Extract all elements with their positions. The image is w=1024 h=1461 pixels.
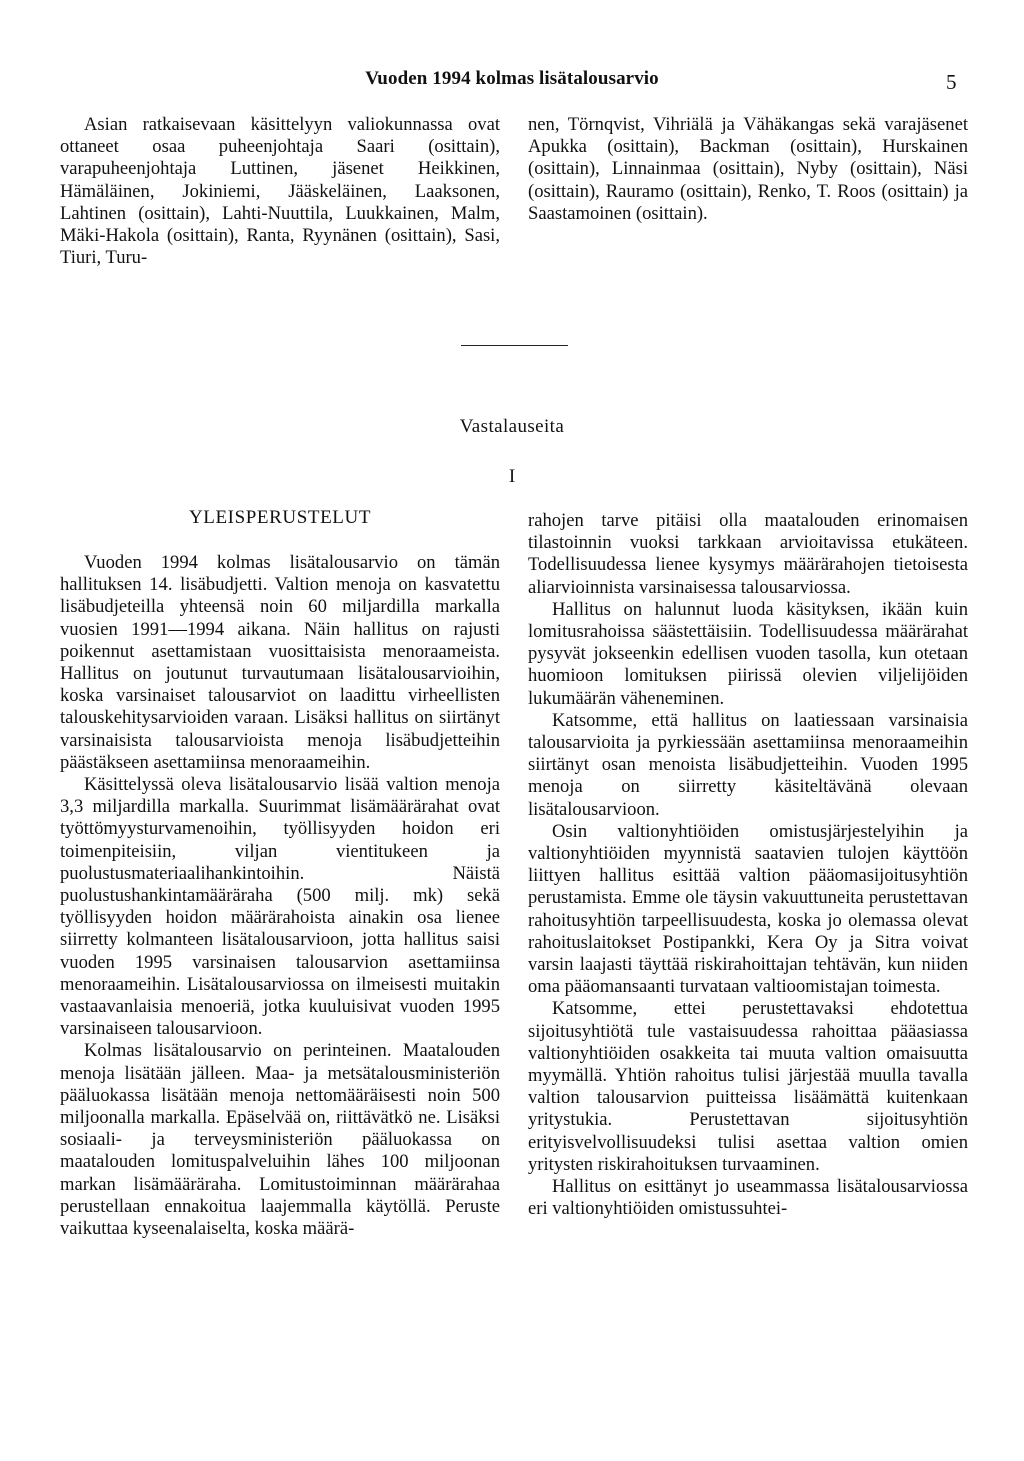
- left-paragraph-1: Vuoden 1994 kolmas lisätalousarvio on tämän hallituksen 14. lisäbudjetti. Valtion menoja on kasvatettu lisäbudjeteilla yhteensä noin 60 miljardilla markalla vuosien 1991—1994 aikana. Näin hallitus on rajusti poikennut asettamistaan vuosittaisista menoraameista. Hallitus on joutunut turvautumaan lisätalousarvioihin, koska varsinaiset talousarviot on laadittu virheellisten talouskehitysarvioiden varaan. Lisäksi hallitus on siirtänyt varsinaisista talousarvioista menoja lisäbudjetteihin päästäkseen asettamiinsa menoraameihin.: [60, 552, 500, 773]
- attendance-left-text: Asian ratkaisevaan käsittelyyn valiokunnassa ovat ottaneet osaa puheenjohtaja Saari (osittain), varapuheenjohtaja Luttinen, jäsenet Heikkinen, Hämäläinen, Jokiniemi, Jääskeläinen, Laaksonen, Lahtinen (osittain), Lahti-Nuuttila, Luukkainen, Malm, Mäki-Hakola (osittain), Ranta, Ryynänen (osittain), Sasi, Tiuri, Turu-: [60, 114, 500, 269]
- page-number: 5: [946, 70, 957, 94]
- attendance-right-text: nen, Törnqvist, Vihriälä ja Vähäkangas sekä varajäsenet Apukka (osittain), Backman (osittain), Hurskainen (osittain), Linnainmaa (osittain), Nyby (osittain), Näsi (osittain), Rauramo (osittain), Renko, T. Roos (osittain) ja Saastamoinen (osittain).: [528, 114, 968, 224]
- right-column: [528, 510, 968, 1221]
- attendance-right: [528, 114, 968, 225]
- section-roman-numeral: I: [508, 466, 516, 487]
- right-paragraph-3: Katsomme, että hallitus on laatiessaan varsinaisia talousarvioita ja pyrkiessään asettamiinsa menoraameihin siirtänyt osan menoista lisäbudjetteihin. Vuoden 1995 menoja on siirretty käsiteltävänä olevaan lisätalousarvioon.: [528, 709, 968, 820]
- subsection-heading: YLEISPERUSTELUT: [188, 507, 372, 528]
- left-column: [60, 552, 500, 1240]
- page-header-title: Vuoden 1994 kolmas lisätalousarvio: [365, 68, 659, 89]
- section-divider: [461, 345, 568, 346]
- right-paragraph-2: Hallitus on halunnut luoda käsityksen, ikään kuin lomitusrahoissa säästettäisiin. Todellisuudessa määrärahat pysyvät jokseenkin edellisen vuoden tasolla, kun otetaan huomioon lomituksen piirissä olevien viljelijöiden lukumäärän väheneminen.: [528, 598, 968, 709]
- right-paragraph-4: Osin valtionyhtiöiden omistusjärjestelyihin ja valtionyhtiöiden myynnistä saatavien tulojen käyttöön liittyen hallitus esittää valtion pääomasijoitusyhtiön perustamista. Emme ole täysin vakuuttuneita perustettavan rahoitusyhtiön tarpeellisuudesta, koska jo olemassa olevat rahoituslaitokset Postipankki, Kera Oy ja Sitra voivat varsin laajasti täyttää riskirahoittajan tehtävän, kun niiden oma pääomansaanti turvataan valtioomistajan toimesta.: [528, 820, 968, 998]
- right-paragraph-6: Hallitus on esittänyt jo useammassa lisätalousarviossa eri valtionyhtiöiden omistussuhtei-: [528, 1176, 968, 1220]
- attendance-left: [60, 114, 500, 269]
- section-title: Vastalauseita: [459, 416, 565, 437]
- left-paragraph-3: Kolmas lisätalousarvio on perinteinen. Maatalouden menoja lisätään jälleen. Maa- ja metsätalousministeriön pääluokassa lisätään menoja nettomääräisesti noin 500 miljoonalla markalla. Epäselvää on, riittävätkö ne. Lisäksi sosiaali- ja terveysministeriön pääluokassa on maatalouden lomituspalveluihin lähes 100 miljoonan markan lisämääräraha. Lomitustoiminnan määrärahaa perustellaan ennakoitua laajemmalla käytöllä. Peruste vaikuttaa kyseenalaiselta, koska määrä-: [60, 1040, 500, 1240]
- right-paragraph-5: Katsomme, ettei perustettavaksi ehdotettua sijoitusyhtiötä tule vastaisuudessa rahoittaa pääasiassa valtionyhtiöiden osakkeita tai muuta valtion omaisuutta myymällä. Yhtiön rahoitus tulisi järjestää muulla tavalla valtion talousarvion puitteissa lisäämättä kuitenkaan yritystukia. Perustettavan sijoitusyhtiön erityisvelvollisuudeksi tulisi asettaa valtion omien yritysten riskirahoituksen turvaaminen.: [528, 998, 968, 1175]
- right-paragraph-1: rahojen tarve pitäisi olla maatalouden erinomaisen tilastoinnin vuoksi tarkkaan arvioitavissa etukäteen. Todellisuudessa lienee kysymys määrärahojen tietoisesta aliarvioinnista varsinaisessa talousarviossa.: [528, 510, 968, 598]
- left-paragraph-2: Käsittelyssä oleva lisätalousarvio lisää valtion menoja 3,3 miljardilla markalla. Suurimmat lisämäärärahat ovat työttömyysturvamenoihin, työllisyyden hoidon eri toimenpiteisiin, viljan vientitukeen ja puolustusmateriaalihankintoihin. Näistä puolustushankintamääräraha (500 milj. mk) sekä työllisyyden hoidon määrärahoista ainakin osa lienee siirretty kolmanteen lisätalousarvioon, jotta hallitus saisi vuoden 1995 varsinaisen talousarvion asettamiinsa menoraameihin. Lisätalousarviossa on ilmeisesti muitakin vastaavanlaisia menoeriä, jotka kuuluisivat vuoden 1995 varsinaiseen talousarvioon.: [60, 774, 500, 1040]
